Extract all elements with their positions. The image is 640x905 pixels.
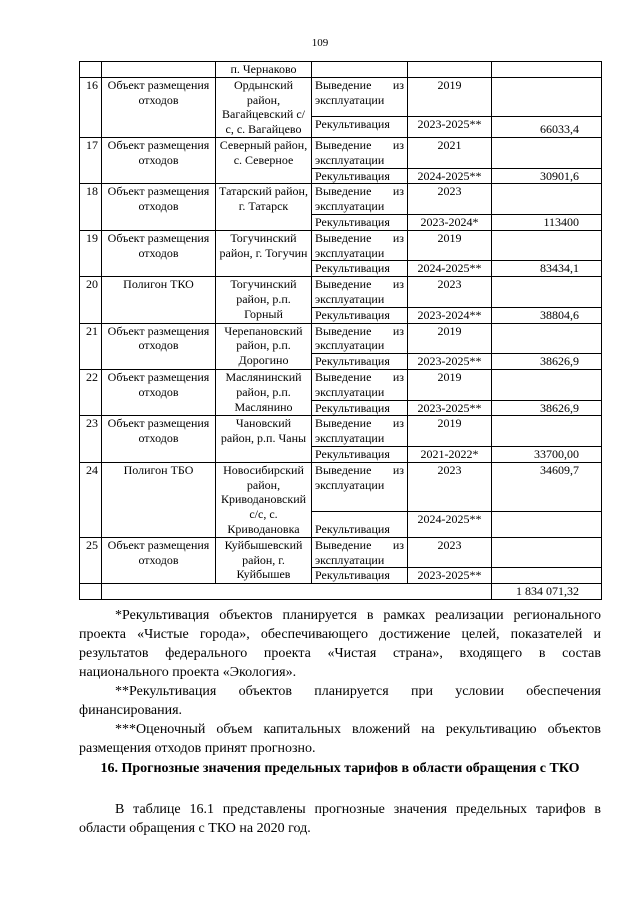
year-cell: 2023-2024* — [408, 214, 492, 230]
action-cell: Рекультивация — [312, 307, 408, 323]
location-cell: Чановский район, р.п. Чаны — [216, 416, 312, 462]
footnote-1: *Рекультивация объектов планируется в рамках реализации регионального проекта «Чистые города», обеспечивающего достижение целей, показателей и результатов федерального проекта «Чистая страна», входящего в состав национального проекта «Экология». — [79, 608, 601, 680]
year-cell: 2019 — [408, 230, 492, 261]
location-cell: Татарский район, г. Татарск — [216, 184, 312, 230]
cost-cell — [492, 277, 602, 308]
row-number-cell: 25 — [80, 537, 102, 583]
year-cell: 2021-2022* — [408, 446, 492, 462]
year-cell: 2023 — [408, 277, 492, 308]
cost-cell: 66033,4 — [492, 117, 602, 138]
empty-cell — [80, 584, 102, 600]
action-cell: Рекультивация — [312, 400, 408, 416]
cost-cell — [492, 137, 602, 168]
location-cell: Куйбышевский район, г. Куйбышев — [216, 537, 312, 583]
cost-cell: 38626,9 — [492, 400, 602, 416]
cost-cell: 34609,7 — [492, 462, 602, 511]
cost-cell — [492, 184, 602, 215]
table-row — [80, 369, 602, 400]
object-cell: Объект размещения отходов — [102, 230, 216, 276]
table-row-continuation — [80, 62, 602, 78]
row-number-cell: 16 — [80, 77, 102, 137]
year-cell: 2024-2025** — [408, 168, 492, 184]
action-cell: Выведение из эксплуатации — [312, 137, 408, 168]
year-cell: 2023-2025** — [408, 568, 492, 584]
table-row — [80, 137, 602, 168]
location-cell: Ордынский район, Вагайцевский с/с, с. Вагайцево — [216, 77, 312, 137]
row-number-cell: 21 — [80, 323, 102, 369]
year-cell: 2019 — [408, 323, 492, 354]
action-cell: Выведение из эксплуатации — [312, 369, 408, 400]
location-cell: Новосибирский район, Криводановский с/с, с. Криводановка — [216, 462, 312, 537]
row-number-cell: 23 — [80, 416, 102, 462]
empty-cell — [102, 584, 492, 600]
action-cell: Выведение из эксплуатации — [312, 462, 408, 511]
footnote-2: **Рекультивация объектов планируется при условии обеспечения финансирования. — [79, 684, 601, 718]
year-cell: 2024-2025** — [408, 512, 492, 538]
footnote-3: ***Оценочный объем капитальных вложений на рекультивацию объектов размещения отходов принят прогнозно. — [79, 722, 601, 756]
action-cell: Выведение из эксплуатации — [312, 323, 408, 354]
year-cell: 2019 — [408, 416, 492, 447]
row-number-cell: 24 — [80, 462, 102, 537]
table-row — [80, 77, 602, 117]
object-cell: Объект размещения отходов — [102, 416, 216, 462]
row-number-cell: 22 — [80, 369, 102, 415]
year-cell: 2023-2025** — [408, 400, 492, 416]
cost-cell — [492, 512, 602, 538]
table-row — [80, 184, 602, 215]
table-row — [80, 462, 602, 511]
table-row — [80, 537, 602, 568]
action-cell: Рекультивация — [312, 117, 408, 138]
location-cell: п. Чернаково — [216, 62, 312, 78]
object-cell: Объект размещения отходов — [102, 369, 216, 415]
year-cell: 2023-2024** — [408, 307, 492, 323]
year-cell: 2023-2025** — [408, 354, 492, 370]
year-cell: 2019 — [408, 369, 492, 400]
location-cell: Тогучинский район, р.п. Горный — [216, 277, 312, 323]
data-table — [79, 61, 602, 600]
action-cell: Выведение из эксплуатации — [312, 77, 408, 117]
row-number-cell: 20 — [80, 277, 102, 323]
location-cell: Тогучинский район, г. Тогучин — [216, 230, 312, 276]
action-cell: Выведение из эксплуатации — [312, 184, 408, 215]
table-row — [80, 277, 602, 308]
object-cell: Объект размещения отходов — [102, 77, 216, 137]
action-cell: Рекультивация — [312, 446, 408, 462]
year-cell: 2019 — [408, 77, 492, 117]
total-row — [80, 584, 602, 600]
object-cell: Объект размещения отходов — [102, 323, 216, 369]
year-cell: 2021 — [408, 137, 492, 168]
action-cell: Выведение из эксплуатации — [312, 537, 408, 568]
location-cell: Черепановский район, р.п. Дорогино — [216, 323, 312, 369]
action-cell: Рекультивация — [312, 168, 408, 184]
cost-cell — [492, 416, 602, 447]
cost-cell — [492, 568, 602, 584]
action-cell: Выведение из эксплуатации — [312, 277, 408, 308]
action-cell: Рекультивация — [312, 512, 408, 538]
row-number-cell: 18 — [80, 184, 102, 230]
cost-cell — [492, 77, 602, 117]
cost-cell — [492, 323, 602, 354]
row-number-cell: 19 — [80, 230, 102, 276]
object-cell: Полигон ТБО — [102, 462, 216, 537]
action-cell: Рекультивация — [312, 261, 408, 277]
year-cell: 2023 — [408, 184, 492, 215]
action-cell: Выведение из эксплуатации — [312, 416, 408, 447]
section-heading: 16. Прогнозные значения предельных тарифов в области обращения с ТКО — [100, 761, 580, 776]
row-number-cell: 17 — [80, 137, 102, 183]
action-cell: Рекультивация — [312, 568, 408, 584]
cost-cell: 38626,9 — [492, 354, 602, 370]
footnotes — [79, 606, 601, 758]
cost-cell: 30901,6 — [492, 168, 602, 184]
cost-cell: 38804,6 — [492, 307, 602, 323]
page-number: 109 — [311, 37, 329, 49]
table-row — [80, 416, 602, 447]
table-row — [80, 230, 602, 261]
year-cell: 2024-2025** — [408, 261, 492, 277]
cost-cell — [492, 537, 602, 568]
object-cell: Объект размещения отходов — [102, 184, 216, 230]
action-cell: Выведение из эксплуатации — [312, 230, 408, 261]
section-paragraph: В таблице 16.1 представлены прогнозные значения предельных тарифов в области обращения с ТКО на 2020 год. — [79, 802, 601, 836]
location-cell: Маслянинский район, р.п. Маслянино — [216, 369, 312, 415]
table-row — [80, 323, 602, 354]
object-cell: Полигон ТКО — [102, 277, 216, 323]
cost-cell: 83434,1 — [492, 261, 602, 277]
year-cell: 2023 — [408, 462, 492, 511]
total-cell: 1 834 071,32 — [492, 584, 602, 600]
cost-cell — [492, 369, 602, 400]
cost-cell: 113400 — [492, 214, 602, 230]
cost-cell: 33700,00 — [492, 446, 602, 462]
action-cell: Рекультивация — [312, 354, 408, 370]
object-cell: Объект размещения отходов — [102, 137, 216, 183]
object-cell: Объект размещения отходов — [102, 537, 216, 583]
cost-cell — [492, 230, 602, 261]
action-cell: Рекультивация — [312, 214, 408, 230]
year-cell: 2023-2025** — [408, 117, 492, 138]
year-cell: 2023 — [408, 537, 492, 568]
location-cell: Северный район, с. Северное — [216, 137, 312, 183]
